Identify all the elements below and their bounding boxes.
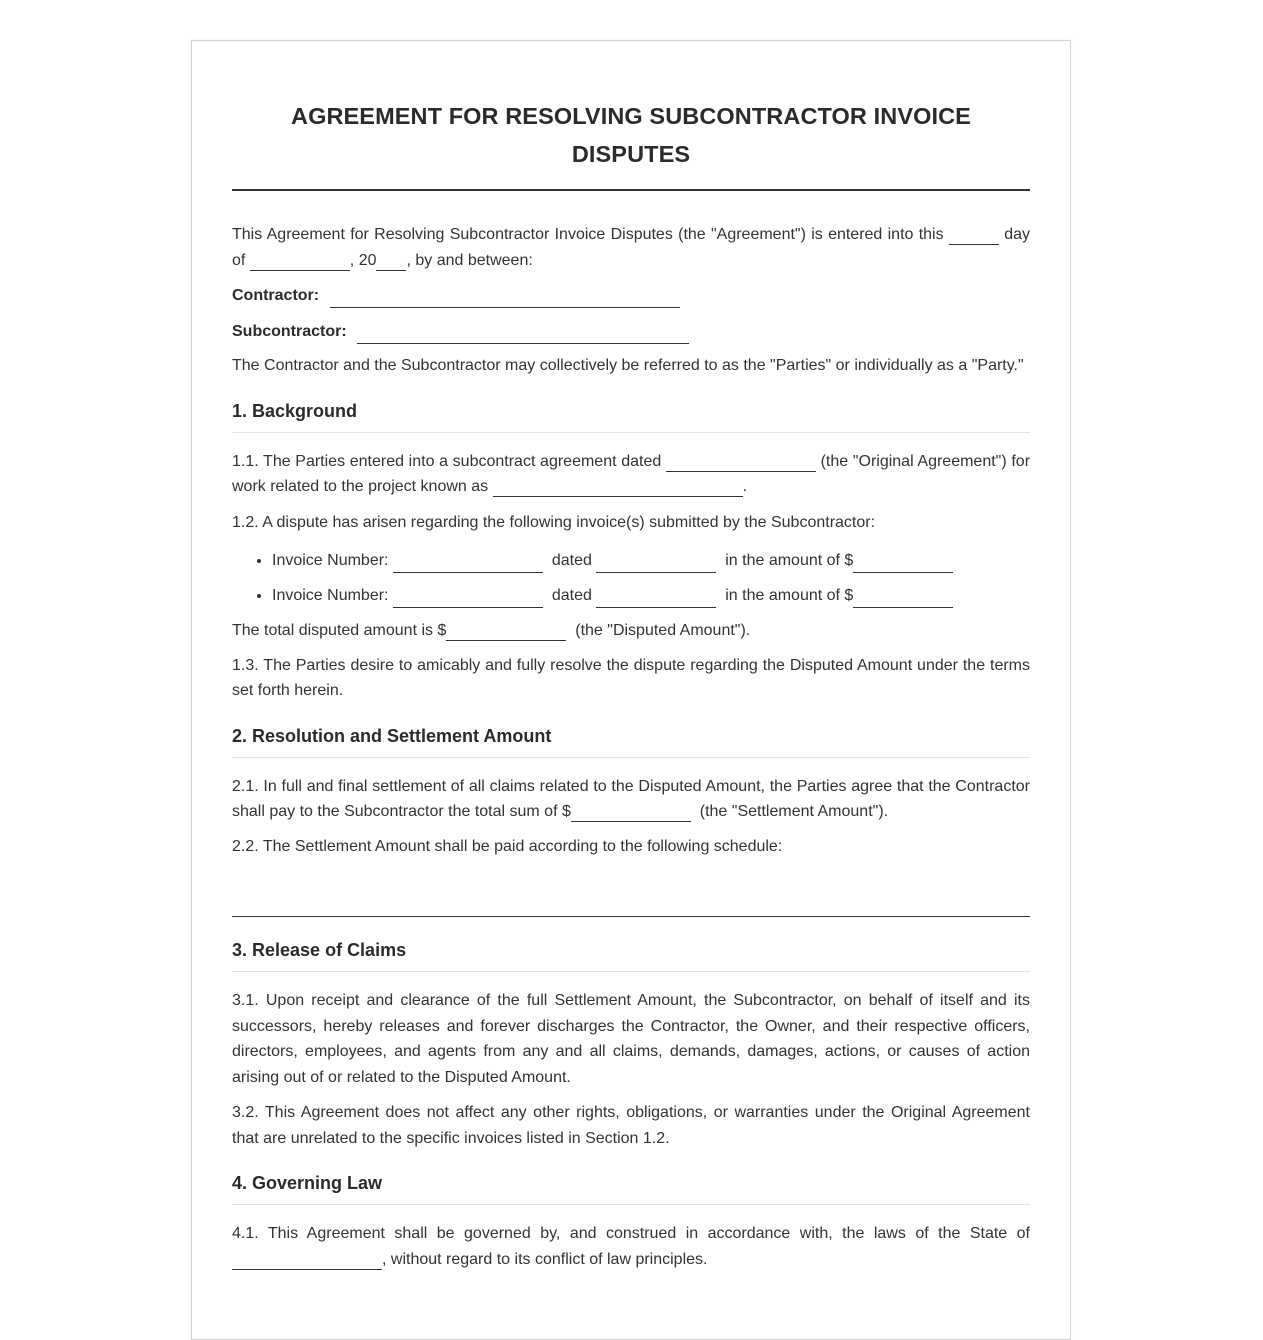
- original-agreement-date-field[interactable]: [666, 453, 816, 472]
- document-page: [191, 40, 1071, 1340]
- collective-paragraph: The Contractor and the Subcontractor may collectively be referred to as the "Parties" or individually as a "Party.": [232, 357, 1024, 374]
- invoice-date-field[interactable]: [596, 587, 716, 608]
- p11-text-3: .: [742, 478, 748, 495]
- intro-text-1: This Agreement for Resolving Subcontractor Invoice Disputes (the "Agreement") is entered into this: [232, 226, 944, 243]
- month-field[interactable]: [250, 252, 350, 271]
- disputed-amount-field[interactable]: [446, 622, 566, 641]
- total-disputed-paragraph: [232, 618, 1030, 644]
- paragraph-1-2: 1.2. A dispute has arisen regarding the following invoice(s) submitted by the Subcontractor:: [232, 513, 876, 531]
- day-field[interactable]: [949, 226, 999, 245]
- settlement-amount-field[interactable]: [571, 803, 691, 822]
- subcontractor-name-field[interactable]: [357, 323, 689, 344]
- invoice-number-field[interactable]: [393, 552, 543, 573]
- intro-text-3: , 20: [349, 251, 377, 269]
- paragraph-1-1: [232, 449, 1030, 500]
- subcontractor-label: Subcontractor:: [232, 322, 347, 340]
- contractor-name-field[interactable]: [330, 287, 680, 308]
- invoice-date-field[interactable]: [596, 552, 716, 573]
- governing-state-field[interactable]: [232, 1251, 382, 1270]
- p21-text-2: (the "Settlement Amount").: [699, 803, 889, 820]
- title-divider: [232, 189, 1030, 191]
- invoice-amount-field[interactable]: [853, 552, 953, 573]
- invoice-number-field[interactable]: [393, 587, 543, 608]
- p41-text-2: , without regard to its conflict of law principles.: [382, 1250, 708, 1268]
- project-name-field[interactable]: [493, 478, 743, 497]
- paragraph-2-1: [232, 774, 1030, 825]
- section-heading-background: 1. Background: [232, 401, 1030, 433]
- section-heading-resolution: 2. Resolution and Settlement Amount: [232, 726, 1030, 758]
- intro-text-2: day of: [232, 226, 1030, 269]
- section-heading-release: 3. Release of Claims: [232, 940, 1030, 972]
- paragraph-4-1: [232, 1221, 1030, 1272]
- paragraph-1-3: 1.3. The Parties desire to amicably and fully resolve the dispute regarding the Disputed Amount under the terms set forth herein.: [232, 656, 1030, 699]
- invoice-amount-field[interactable]: [853, 587, 953, 608]
- document-title: AGREEMENT FOR RESOLVING SUBCONTRACTOR INVOICE DISPUTES: [291, 103, 971, 167]
- payment-schedule-field[interactable]: [232, 916, 1030, 917]
- invoice-dated-label: dated: [551, 587, 592, 604]
- intro-paragraph: [232, 222, 1030, 273]
- total-text-2: (the "Disputed Amount").: [575, 622, 751, 639]
- contractor-line: [232, 283, 1030, 309]
- section-heading-governing-law: 4. Governing Law: [232, 1173, 1030, 1205]
- invoice-list-item: [272, 548, 1030, 573]
- intro-text-4: , by and between:: [406, 251, 533, 269]
- paragraph-2-2: 2.2. The Settlement Amount shall be paid according to the following schedule:: [232, 837, 783, 855]
- subcontractor-line: [232, 319, 1030, 345]
- invoice-amount-label: in the amount of $: [725, 552, 854, 569]
- year-field[interactable]: [376, 252, 406, 271]
- p11-text-1: 1.1. The Parties entered into a subcontract agreement dated: [232, 452, 662, 470]
- invoice-list-item: [272, 583, 1030, 608]
- invoice-number-label: Invoice Number:: [272, 587, 389, 604]
- invoice-amount-label: in the amount of $: [725, 587, 854, 604]
- p21-text-1: 2.1. In full and final settlement of all claims related to the Disputed Amount, the Parties agree that the Contractor shall pay to the Subcontractor the total sum of $: [232, 777, 1030, 820]
- paragraph-3-1: 3.1. Upon receipt and clearance of the full Settlement Amount, the Subcontractor, on behalf of itself and its successors, hereby releases and forever discharges the Contractor, the Owner, and their respective officers, directors, employees, and agents from any and all claims, demands, damages, actions, or causes of action arising out of or related to the Disputed Amount.: [232, 992, 1030, 1086]
- invoice-dated-label: dated: [551, 552, 592, 569]
- p41-text-1: 4.1. This Agreement shall be governed by, and construed in accordance with, the laws of the State of: [232, 1225, 1030, 1242]
- invoice-number-label: Invoice Number:: [272, 552, 389, 569]
- total-text-1: The total disputed amount is $: [232, 622, 447, 639]
- invoice-list: [232, 548, 1030, 608]
- contractor-label: Contractor:: [232, 287, 320, 304]
- paragraph-3-2: 3.2. This Agreement does not affect any other rights, obligations, or warranties under the Original Agreement that are unrelated to the specific invoices listed in Section 1.2.: [232, 1104, 1030, 1147]
- p11-text-2: (the "Original Agreement") for work related to the project known as: [232, 452, 1031, 495]
